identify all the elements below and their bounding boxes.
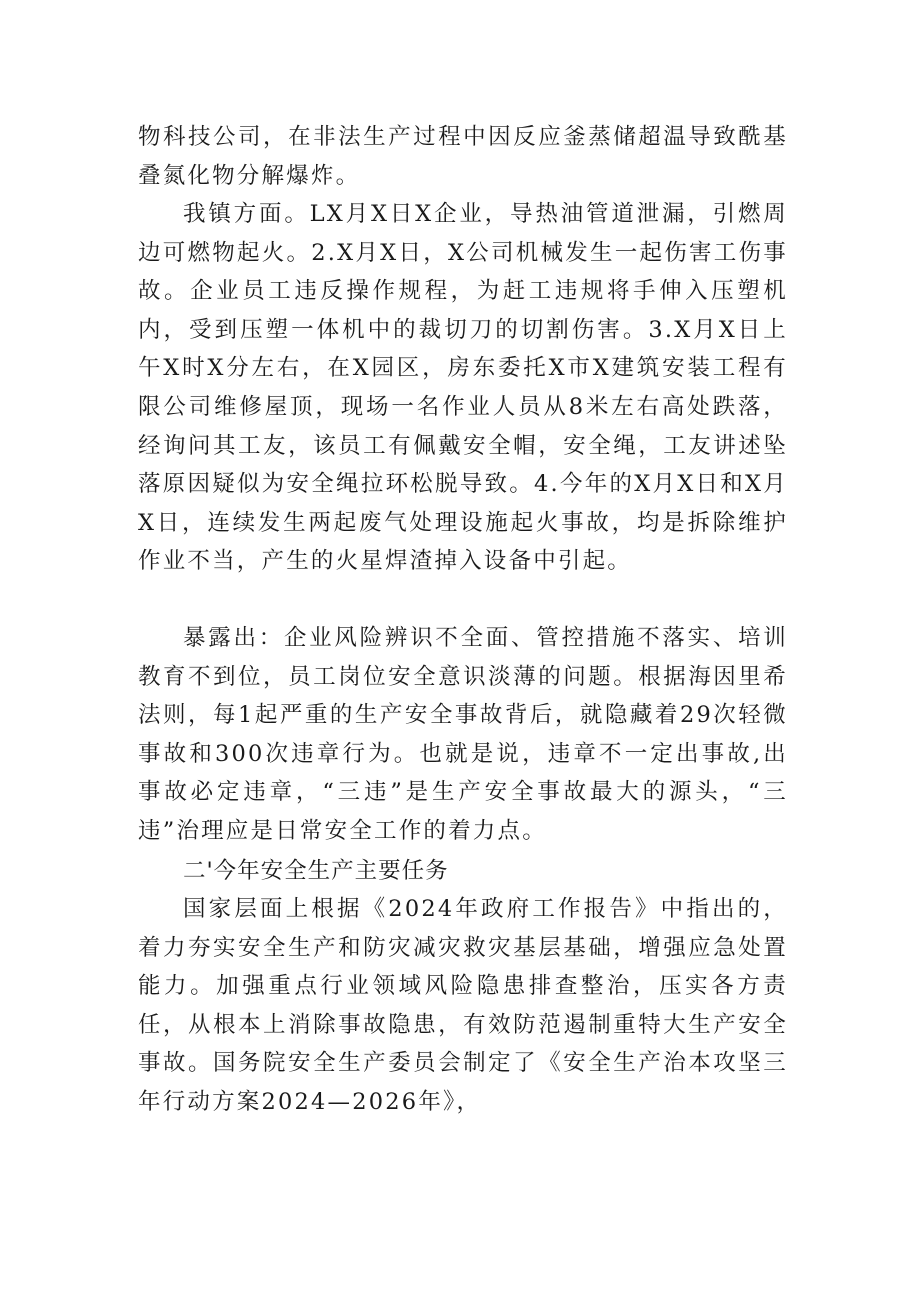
- paragraph-national-level: 国家层面上根据《2024年政府工作报告》中指出的，着力夯实安全生产和防灾减灾救灾基层基础，增强应急处置能力。加强重点行业领域风险隐患排查整治，压实各方责任，从根本上消除事故隐患，有效防范遏制重特大生产安全事故。国务院安全生产委员会制定了《安全生产治本攻坚三年行动方案2024—2026年》，: [138, 896, 788, 1115]
- section-heading: 二'今年安全生产主要任务: [183, 858, 449, 884]
- paragraph-town-incidents: 我镇方面。LX月X日X企业，导热油管道泄漏，引燃周边可燃物起火。2.X月X日，X公司机械发生一起伤害工伤事故。企业员工违反操作规程，为赶工违规将手伸入压塑机内，受到压塑一体机中的裁切刀的切割伤害。3.X月X日上午X时X分左右，在X园区，房东委托X市X建筑安装工程有限公司维修屋顶，现场一名作业人员从8米左右高处跌落，经询问其工友，该员工有佩戴安全帽，安全绳，工友讲述坠落原因疑似为安全绳拉环松脱导致。4.今年的X月X日和X月X日，连续发生两起废气处理设施起火事故，均是拆除维护作业不当，产生的火星焊渣掉入设备中引起。: [138, 201, 788, 575]
- paragraph-continuation: 物科技公司，在非法生产过程中因反应釜蒸储超温导致酰基叠氮化物分解爆炸。: [138, 124, 788, 189]
- paragraph-exposed-issues: 暴露出：企业风险辨识不全面、管控措施不落实、培训教育不到位，员工岗位安全意识淡薄的问题。根据海因里希法则，每1起严重的生产安全事故背后，就隐藏着29次轻微事故和300次违章行为。也就是说，违章不一定出事故,出事故必定违章，“三违”是生产安全事故最大的源头，“三违”治理应是日常安全工作的着力点。: [138, 625, 788, 844]
